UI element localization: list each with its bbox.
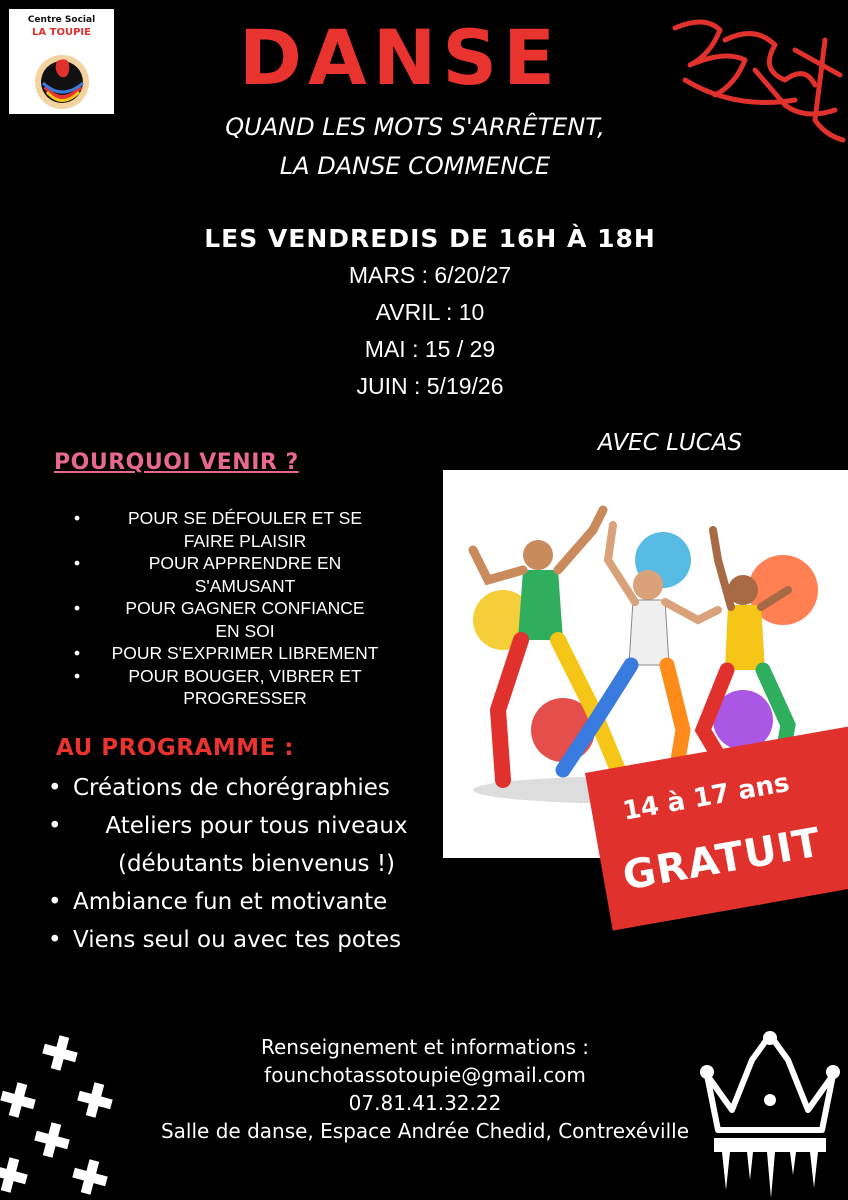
program-heading: AU PROGRAMME :	[56, 735, 294, 761]
schedule-date: JUIN : 5/19/26	[356, 373, 504, 399]
instructor-label: AVEC LUCAS	[597, 430, 743, 456]
why-item-line: • POUR SE DÉFOULER ET SE	[127, 508, 363, 528]
crosses-decoration-icon	[0, 1025, 140, 1200]
program-list	[40, 769, 440, 959]
program-item	[40, 769, 440, 807]
spinning-top-icon	[31, 49, 93, 111]
program-item-text: Ambiance fun et motivante	[73, 889, 388, 915]
schedule-date: MARS : 6/20/27	[348, 262, 512, 288]
centre-social-logo	[9, 9, 114, 114]
why-item	[60, 597, 420, 642]
bullet-icon: •	[48, 813, 62, 839]
program-item	[40, 921, 440, 959]
why-item-line: • POUR BOUGER, VIBRER ET	[128, 665, 362, 686]
page-title: DANSE	[238, 13, 562, 102]
why-heading: POURQUOI VENIR ?	[54, 450, 299, 475]
why-item-line: PROGRESSER	[183, 688, 307, 708]
info-email: founchotassotoupie@gmail.com	[264, 1063, 586, 1087]
program-item-text: Ateliers pour tous niveaux	[105, 813, 408, 839]
why-item-line: • POUR GAGNER CONFIANCE	[125, 598, 365, 618]
crown-icon	[692, 1030, 848, 1200]
info-phone: 07.81.41.32.22	[348, 1091, 502, 1115]
why-item	[60, 665, 420, 710]
why-item-line: EN SOI	[215, 620, 275, 641]
info-address: Salle de danse, Espace Andrée Chedid, Contrexéville	[160, 1119, 690, 1143]
why-item-line: FAIRE PLAISIR	[183, 530, 307, 551]
why-item	[60, 507, 420, 552]
tagline-line1: QUAND LES MOTS S'ARRÊTENT,	[225, 113, 605, 141]
info-heading: Renseignement et informations :	[260, 1035, 590, 1059]
program-item-text: Viens seul ou avec tes potes	[73, 927, 402, 953]
schedule-heading: LES VENDREDIS DE 16H À 18H	[204, 224, 656, 253]
bullet-icon: •	[48, 889, 62, 915]
program-item-text: (débutants bienvenus !)	[117, 851, 396, 877]
bullet-icon: •	[48, 775, 62, 801]
why-item-line: S'AMUSANT	[194, 575, 296, 596]
why-item-line: • POUR S'EXPRIMER LIBREMENT	[111, 643, 379, 663]
why-item	[60, 552, 420, 597]
ticket-age-range: 14 à 17 ans	[620, 767, 792, 827]
program-item	[40, 883, 440, 921]
program-item	[40, 807, 440, 883]
ticket-price: GRATUIT	[619, 819, 825, 900]
graffiti-tag-icon	[665, 10, 848, 150]
logo-line1: Centre Social	[27, 15, 96, 25]
logo-line2: LA TOUPIE	[32, 27, 91, 38]
program-item-text: Créations de chorégraphies	[73, 775, 390, 801]
schedule-date: MAI : 15 / 29	[364, 336, 496, 362]
tagline-line2: LA DANSE COMMENCE	[279, 152, 551, 180]
schedule-date: AVRIL : 10	[375, 299, 485, 325]
why-item-line: • POUR APPRENDRE EN	[148, 553, 342, 573]
bullet-icon: •	[48, 927, 62, 953]
why-list	[60, 507, 420, 710]
why-item	[60, 642, 420, 665]
